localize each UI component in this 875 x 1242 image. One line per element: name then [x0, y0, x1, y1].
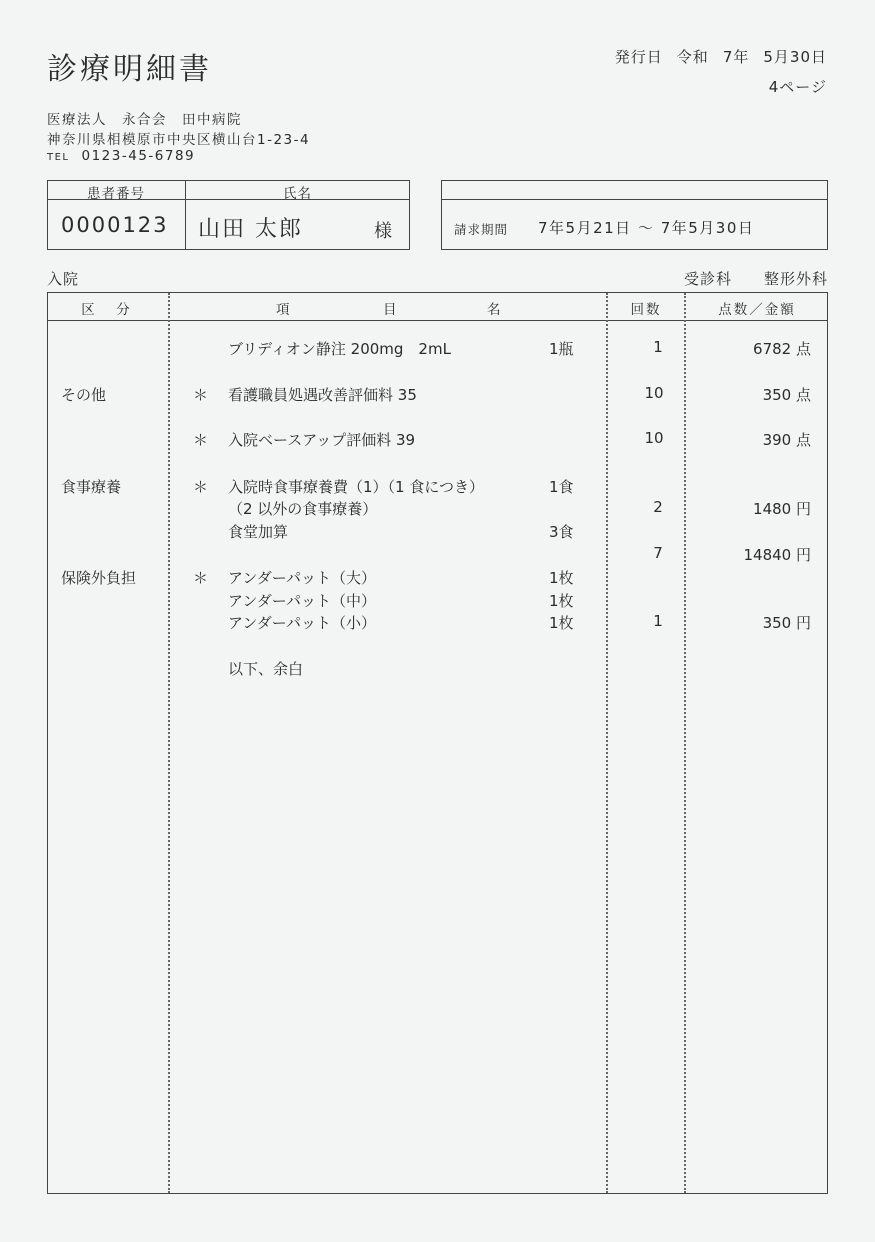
page-number: 4ページ — [768, 78, 827, 96]
item-amount: 14840 円 — [743, 546, 811, 564]
item-amount: 6782 点 — [753, 340, 811, 358]
visit-type: 入院 — [47, 270, 80, 288]
department-value: 整形外科 — [763, 270, 828, 288]
item-count: 1 — [653, 612, 663, 630]
item-name: アンダーパット（中） — [228, 592, 377, 610]
tel-number: 0123-45-6789 — [81, 148, 196, 164]
header-count: 回数 — [630, 302, 662, 318]
billing-period: 7年5月21日 〜 7年5月30日 — [538, 219, 755, 237]
item-amount: 350 円 — [762, 614, 811, 632]
item-quantity: 1枚 — [549, 592, 574, 610]
item-quantity: 1食 — [549, 478, 574, 496]
patient-name: 山田 太郎 — [198, 217, 303, 242]
patient-honorific: 様 — [374, 221, 392, 242]
item-name: （2 以外の食事療養） — [228, 500, 378, 518]
item-category: 食事療養 — [61, 478, 122, 496]
header-amount: 点数／金額 — [718, 302, 796, 318]
item-quantity: 1枚 — [549, 614, 574, 632]
item-quantity: 3食 — [549, 523, 574, 541]
item-name: 入院時食事療養費（1）（1 食につき） — [228, 478, 485, 496]
issue-day: 5月30日 — [763, 48, 827, 66]
department-label: 受診科 — [683, 270, 732, 288]
item-name: ブリディオン静注 200mg 2mL — [228, 340, 451, 358]
issue-era: 令和 — [676, 48, 709, 66]
billing-box — [441, 180, 828, 250]
item-count: 10 — [644, 429, 664, 447]
patient-number-label: 患者番号 — [87, 186, 145, 202]
item-mark: ＊ — [193, 478, 209, 496]
item-amount: 350 点 — [762, 386, 811, 404]
end-marker: 以下、余白 — [228, 660, 304, 678]
header-item-1: 項 — [276, 302, 294, 318]
tel-label: TEL — [47, 152, 70, 163]
department — [684, 268, 828, 289]
institution-address: 神奈川県相模原市中央区横山台1-23-4 — [47, 132, 311, 148]
header-item-3: 名 — [487, 302, 505, 318]
page-title: 診療明細書 — [47, 52, 212, 87]
patient-number: 0000123 — [61, 213, 169, 237]
item-count: 7 — [653, 544, 663, 562]
header-category: 区 分 — [81, 302, 134, 318]
item-count: 2 — [653, 498, 663, 516]
item-mark: ＊ — [193, 386, 209, 404]
item-amount: 390 点 — [762, 431, 811, 449]
item-amount: 1480 円 — [753, 500, 811, 518]
item-name: 看護職員処遇改善評価料 35 — [228, 386, 417, 404]
item-name: 入院ベースアップ評価料 39 — [228, 431, 416, 449]
item-name: アンダーパット（小） — [228, 614, 377, 632]
item-count: 10 — [644, 384, 664, 402]
item-name: 食堂加算 — [228, 523, 289, 541]
item-quantity: 1枚 — [549, 569, 574, 587]
issue-date — [615, 46, 827, 67]
issue-year: 7年 — [722, 48, 750, 66]
item-mark: ＊ — [193, 431, 209, 449]
item-name: アンダーパット（大） — [228, 569, 377, 587]
header-item-2: 目 — [383, 302, 401, 318]
item-mark: ＊ — [193, 569, 209, 587]
institution-name: 医療法人 永合会 田中病院 — [47, 112, 242, 128]
issue-label: 発行日 — [614, 48, 663, 66]
item-category: 保険外負担 — [61, 569, 137, 587]
patient-name-label: 氏名 — [283, 186, 312, 202]
item-quantity: 1瓶 — [549, 340, 574, 358]
detail-table — [47, 292, 828, 1194]
billing-period-label: 請求期間 — [454, 222, 509, 237]
institution-tel — [47, 148, 195, 164]
item-category: その他 — [61, 386, 107, 404]
item-count: 1 — [653, 338, 663, 356]
